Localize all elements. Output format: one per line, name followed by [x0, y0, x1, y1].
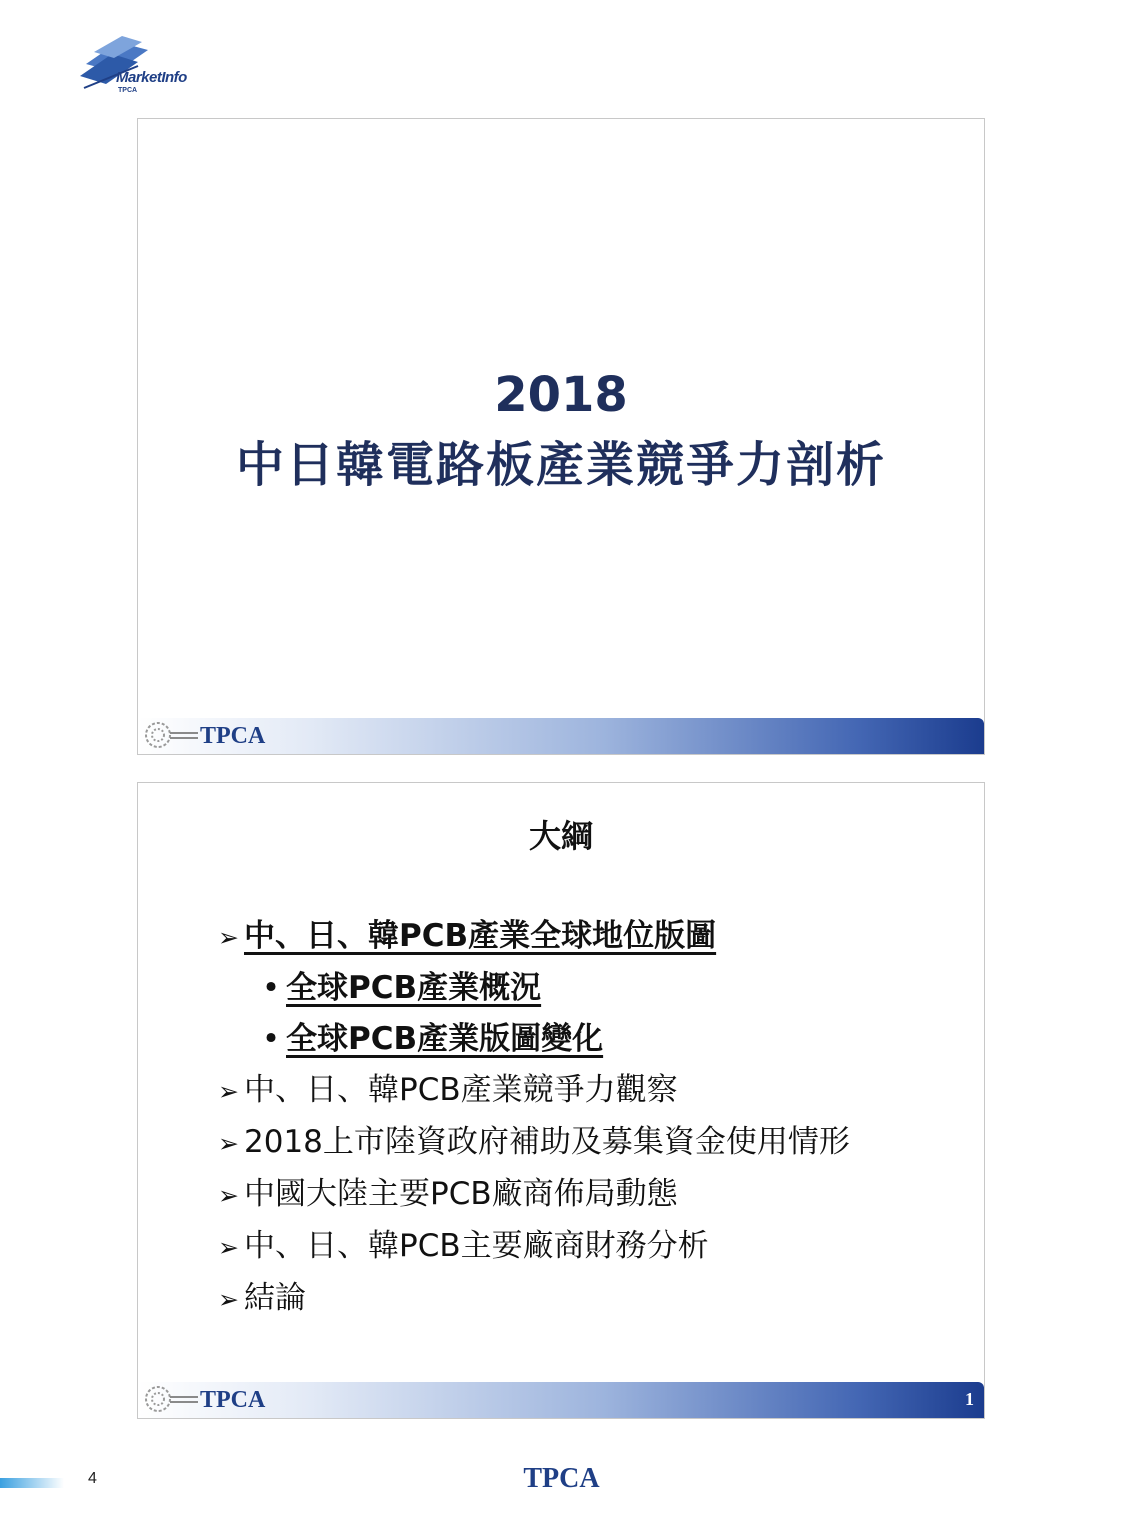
marketinfo-logo-icon [78, 36, 208, 100]
arrow-bullet-icon: ➢ [218, 1129, 239, 1158]
outline-item-text: 中、日、韓PCB產業全球地位版圖 [244, 918, 717, 954]
arrow-bullet-icon: ➢ [218, 1181, 239, 1210]
outline-item-text: 結論 [244, 1280, 306, 1316]
logo-wordmark: MarketInfo [116, 69, 187, 86]
outline-list [218, 911, 850, 1325]
title-slide [137, 118, 985, 755]
outline-item-text: 中國大陸主要PCB廠商佈局動態 [244, 1176, 678, 1212]
footer-label: TPCA [200, 723, 266, 749]
outline-item-text: 2018上市陸資政府補助及募集資金使用情形 [244, 1124, 850, 1160]
slide-footer-bar [138, 718, 984, 754]
outline-subitem [218, 1014, 850, 1065]
outline-item [218, 1065, 850, 1117]
arrow-bullet-icon: ➢ [218, 1285, 239, 1314]
outline-subitem [218, 963, 850, 1014]
outline-item-text: 中、日、韓PCB主要廠商財務分析 [244, 1228, 709, 1264]
tpca-circuit-icon [140, 1383, 200, 1415]
outline-title: 大綱 [528, 817, 593, 855]
footer-label: TPCA [200, 1387, 266, 1413]
arrow-bullet-icon: ➢ [218, 1077, 239, 1106]
document-page-number: 4 [88, 1470, 97, 1487]
tpca-circuit-icon [140, 719, 200, 751]
outline-item-text: 中、日、韓PCB產業競爭力觀察 [244, 1072, 678, 1108]
outline-item [218, 1169, 850, 1221]
slide-page-number: 1 [965, 1389, 974, 1409]
outline-item-text: 全球PCB產業版圖變化 [286, 1021, 604, 1057]
document-footer: TPCA [523, 1463, 600, 1494]
dot-bullet-icon: • [261, 1021, 281, 1057]
arrow-bullet-icon: ➢ [218, 1233, 239, 1262]
logo-subtext: TPCA [118, 87, 138, 94]
slide-year: 2018 [494, 367, 628, 423]
outline-item [218, 1221, 850, 1273]
dot-bullet-icon: • [261, 970, 281, 1006]
slide-footer-bar [138, 1382, 984, 1418]
outline-item-text: 全球PCB產業概況 [286, 970, 542, 1006]
slide-title: 中日韓電路板產業競爭力剖析 [235, 437, 886, 493]
outline-item [218, 911, 850, 963]
outline-item [218, 1117, 850, 1169]
outline-slide [137, 782, 985, 1419]
outline-item [218, 1273, 850, 1325]
arrow-bullet-icon: ➢ [218, 923, 239, 952]
